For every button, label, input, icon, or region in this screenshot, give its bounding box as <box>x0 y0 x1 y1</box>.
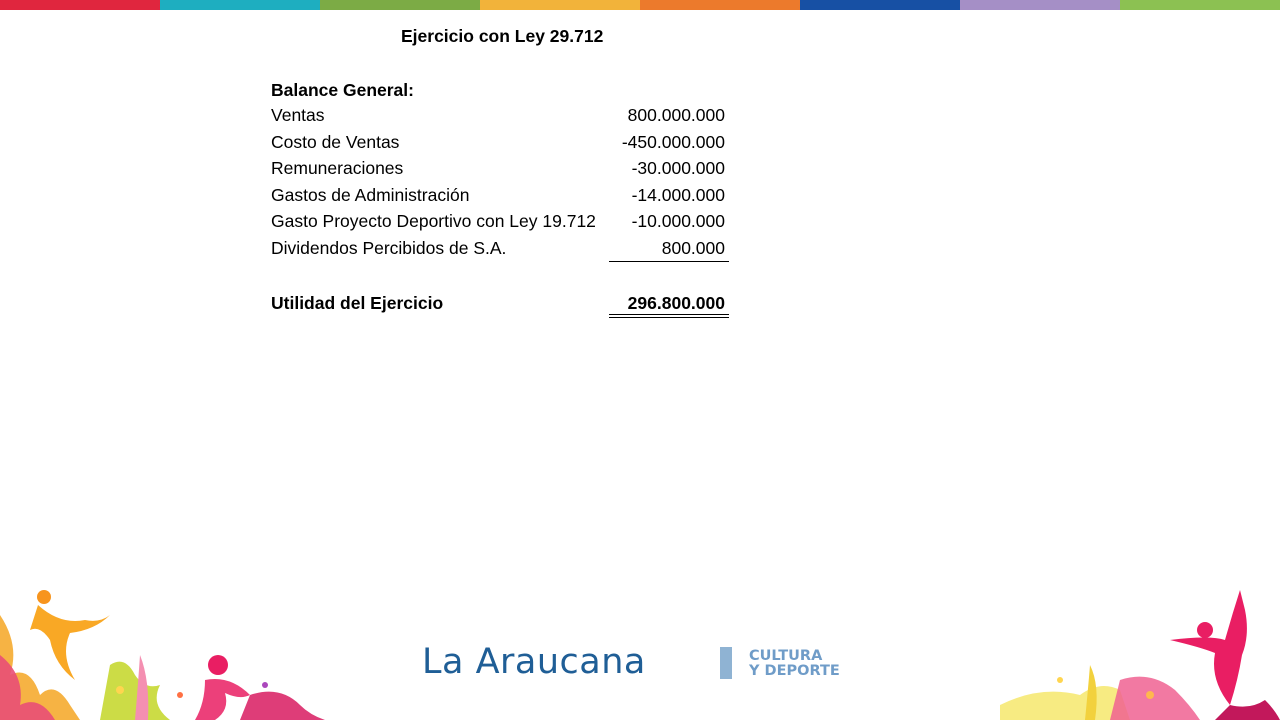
row-value: -30.000.000 <box>631 158 725 179</box>
row-label: Gastos de Administración <box>271 184 470 205</box>
top-bar-segment <box>480 0 640 10</box>
balance-row <box>271 208 731 235</box>
row-label: Costo de Ventas <box>271 131 400 152</box>
logo-tagline-line-1: CULTURA <box>749 648 823 664</box>
decorative-splash-right <box>1000 585 1280 720</box>
logo-brand-text: La Araucana <box>422 642 646 682</box>
balance-row <box>271 102 731 129</box>
row-label: Ventas <box>271 105 325 125</box>
top-bar-segment <box>0 0 160 10</box>
row-value: 800.000 <box>661 237 725 258</box>
balance-row <box>271 182 731 209</box>
top-bar-segment <box>640 0 800 10</box>
logo-tagline-line-2: Y DEPORTE <box>749 663 840 679</box>
total-label: Utilidad del Ejercicio <box>271 293 444 313</box>
decorative-splash-left <box>0 585 330 720</box>
total-row <box>271 290 731 316</box>
top-bar-segment <box>800 0 960 10</box>
top-bar-segment <box>960 0 1120 10</box>
balance-row <box>271 129 731 156</box>
slide-title: Ejercicio con Ley 29.712 <box>401 26 604 46</box>
row-value: -14.000.000 <box>631 184 725 205</box>
subtotal-underline <box>609 261 729 262</box>
balance-row <box>271 235 731 262</box>
total-double-underline <box>609 314 729 318</box>
row-label: Gasto Proyecto Deportivo con Ley 19.712 <box>271 211 596 232</box>
row-label: Remuneraciones <box>271 158 404 179</box>
balance-row <box>271 155 731 182</box>
row-value: -450.000.000 <box>621 131 725 152</box>
top-bar-segment <box>160 0 320 10</box>
row-value: -10.000.000 <box>631 211 725 232</box>
logo-tagline <box>749 649 840 679</box>
balance-heading: Balance General: <box>271 80 414 100</box>
top-bar-segment <box>1120 0 1280 10</box>
logo-separator-bar <box>720 647 732 679</box>
top-color-bar <box>0 0 1280 10</box>
total-value: 296.800.000 <box>627 293 725 313</box>
balance-table <box>271 78 731 313</box>
row-value: 800.000.000 <box>627 105 725 125</box>
top-bar-segment <box>320 0 480 10</box>
row-label: Dividendos Percibidos de S.A. <box>271 237 507 258</box>
